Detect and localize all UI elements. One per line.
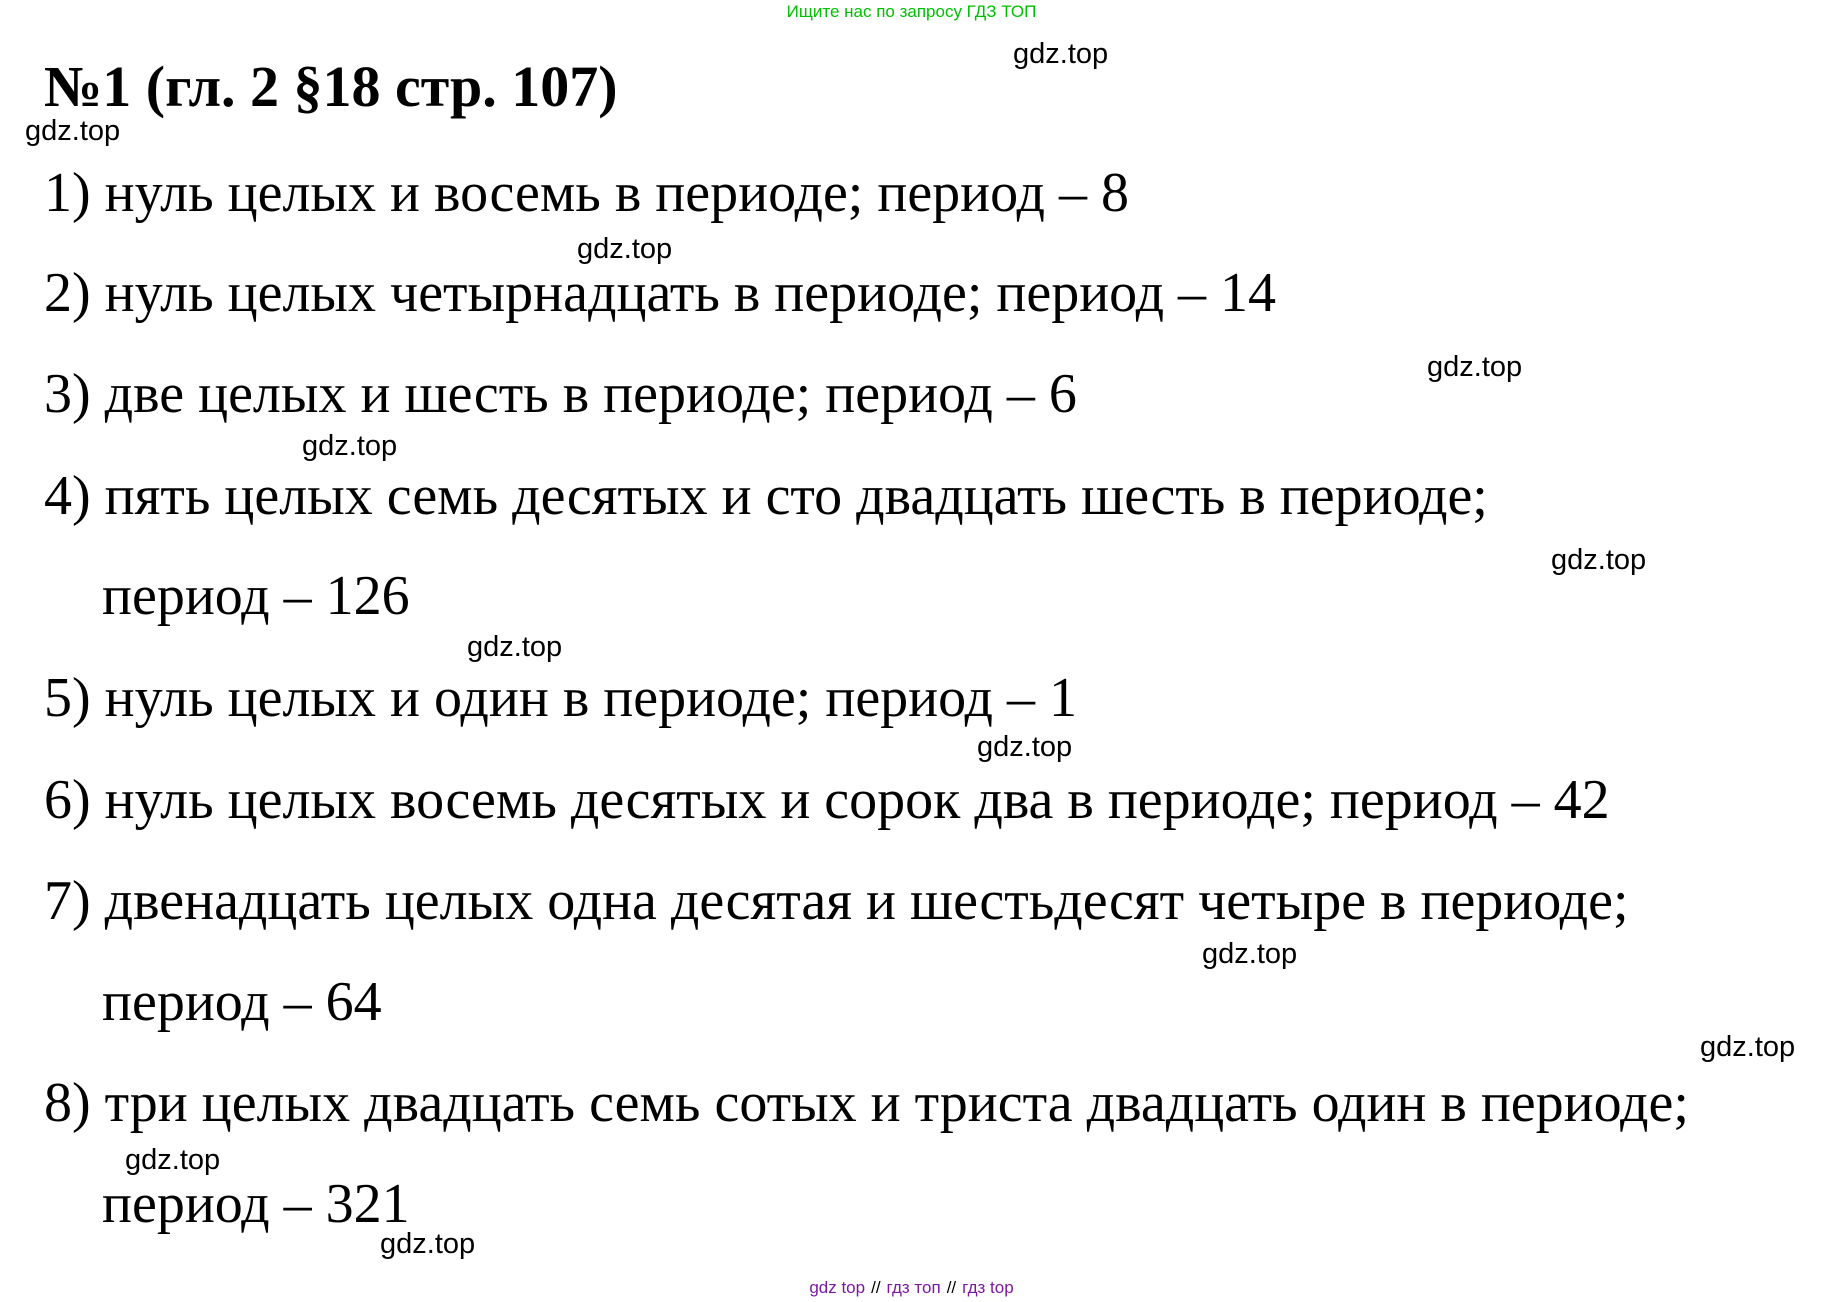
footer-separator: //: [871, 1278, 881, 1297]
answer-line-7: 7) двенадцать целых одна десятая и шестьдесят четыре в периоде;: [44, 870, 1629, 932]
answer-line-8-period: период – 321: [102, 1173, 410, 1235]
answer-line-8: 8) три целых двадцать семь сотых и триста двадцать один в периоде;: [44, 1072, 1689, 1134]
watermark: gdz.top: [302, 430, 398, 462]
answer-line-7-period: период – 64: [102, 971, 382, 1033]
watermark: gdz.top: [380, 1228, 476, 1260]
answer-line-1: 1) нуль целых и восемь в периоде; период – 8: [44, 162, 1130, 224]
footer-link-gdz-top-mixed[interactable]: гдз top: [962, 1278, 1014, 1297]
watermark: gdz.top: [1700, 1031, 1796, 1063]
answer-line-3: 3) две целых и шесть в периоде; период – 6: [44, 363, 1077, 425]
watermark: gdz.top: [467, 631, 563, 663]
watermark: gdz.top: [125, 1144, 221, 1176]
page-title: №1 (гл. 2 §18 стр. 107): [44, 54, 618, 119]
answer-line-4-period: период – 126: [102, 565, 410, 627]
answer-line-4: 4) пять целых семь десятых и сто двадцать шесть в периоде;: [44, 465, 1488, 527]
watermark: gdz.top: [977, 731, 1073, 763]
footer-separator: //: [946, 1278, 957, 1297]
watermark: gdz.top: [1013, 38, 1109, 70]
footer-link-gdz-top[interactable]: gdz top: [809, 1278, 866, 1297]
watermark: gdz.top: [1551, 544, 1647, 576]
footer-link-gdz-top-ru[interactable]: гдз топ: [886, 1278, 941, 1297]
answer-line-6: 6) нуль целых восемь десятых и сорок два в периоде; период – 42: [44, 769, 1610, 831]
watermark: gdz.top: [1427, 351, 1523, 383]
watermark: gdz.top: [25, 115, 121, 147]
answer-line-5: 5) нуль целых и один в периоде; период – 1: [44, 667, 1078, 729]
top-banner: Ищите нас по запросу ГДЗ ТОП: [786, 2, 1037, 21]
watermark: gdz.top: [577, 233, 673, 265]
watermark: gdz.top: [1202, 938, 1298, 970]
footer-links: [0, 1278, 1823, 1298]
answer-line-2: 2) нуль целых четырнадцать в периоде; период – 14: [44, 262, 1277, 324]
